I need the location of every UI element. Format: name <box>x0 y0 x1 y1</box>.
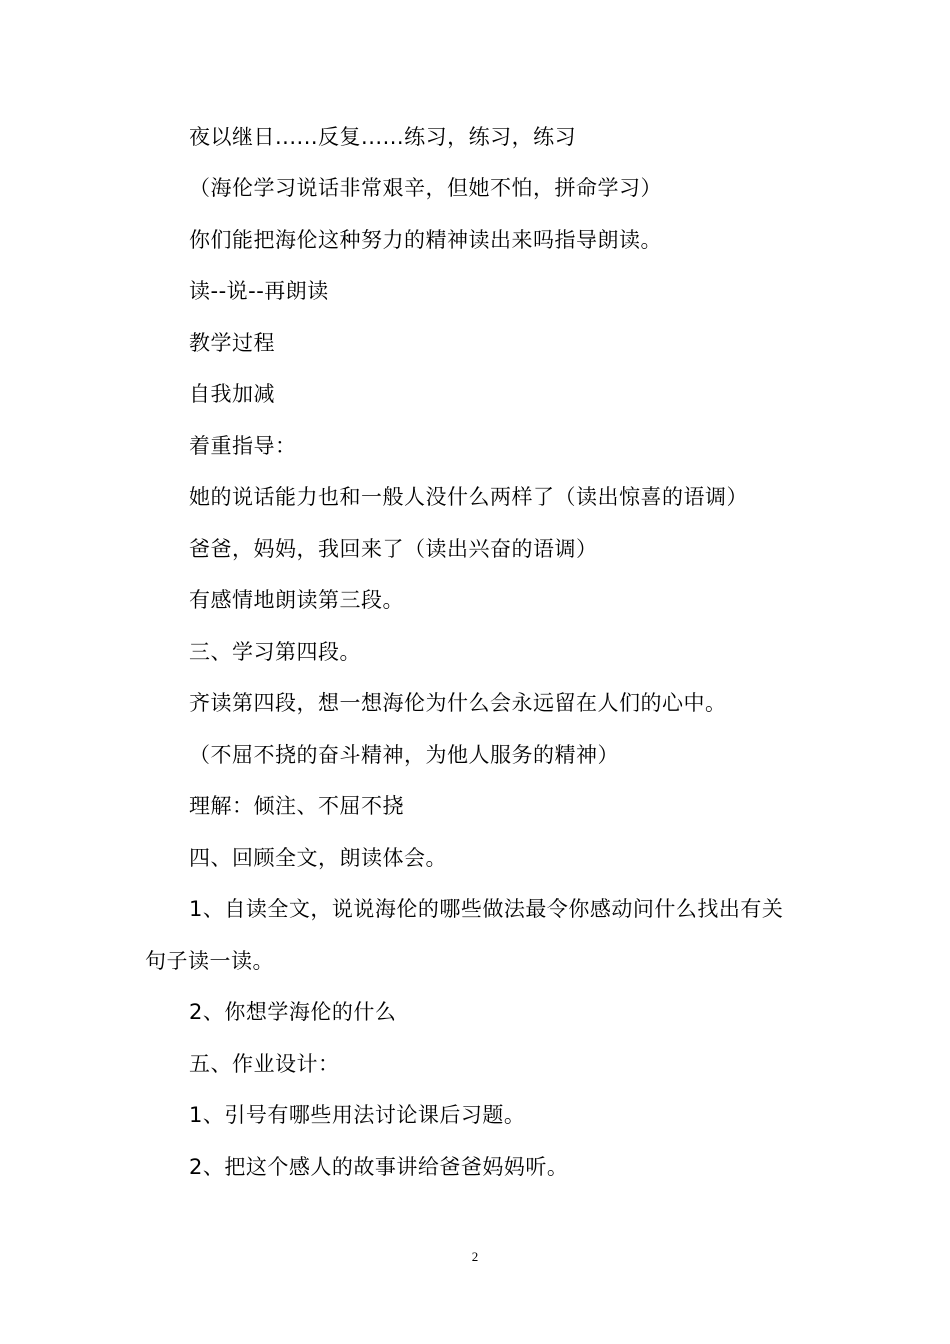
list-item: 1、自读全文，说说海伦的哪些做法最令你感动问什么找出有关 <box>189 897 784 921</box>
list-item: 2、你想学海伦的什么 <box>189 1000 397 1024</box>
list-item: 2、把这个感人的故事讲给爸爸妈妈听。 <box>189 1155 569 1179</box>
text-line: 着重指导： <box>189 434 297 458</box>
text-line: 自我加减 <box>189 382 275 406</box>
text-line: 你们能把海伦这种努力的精神读出来吗指导朗读。 <box>189 228 662 252</box>
section-heading: 教学过程 <box>189 331 275 355</box>
page-number: 2 <box>471 1249 479 1264</box>
text-line: 有感情地朗读第三段。 <box>189 588 404 612</box>
section-heading: 四、回顾全文，朗读体会。 <box>189 846 447 870</box>
list-item-continuation: 句子读一读。 <box>145 949 274 973</box>
text-line: 理解：倾注、不屈不挠 <box>189 794 404 818</box>
text-line: （不屈不挠的奋斗精神，为他人服务的精神） <box>189 743 619 767</box>
text-line: 她的说话能力也和一般人没什么两样了（读出惊喜的语调） <box>189 485 748 509</box>
section-heading: 五、作业设计： <box>189 1052 340 1076</box>
section-heading: 三、学习第四段。 <box>189 640 361 664</box>
text-line: （海伦学习说话非常艰辛，但她不怕，拼命学习） <box>189 176 662 200</box>
text-line: 读--说--再朗读 <box>189 279 329 303</box>
list-item: 1、引号有哪些用法讨论课后习题。 <box>189 1103 526 1127</box>
text-line: 爸爸，妈妈，我回来了（读出兴奋的语调） <box>189 537 598 561</box>
text-line: 夜以继日......反复......练习，练习，练习 <box>189 125 577 149</box>
text-line: 齐读第四段，想一想海伦为什么会永远留在人们的心中。 <box>189 691 727 715</box>
